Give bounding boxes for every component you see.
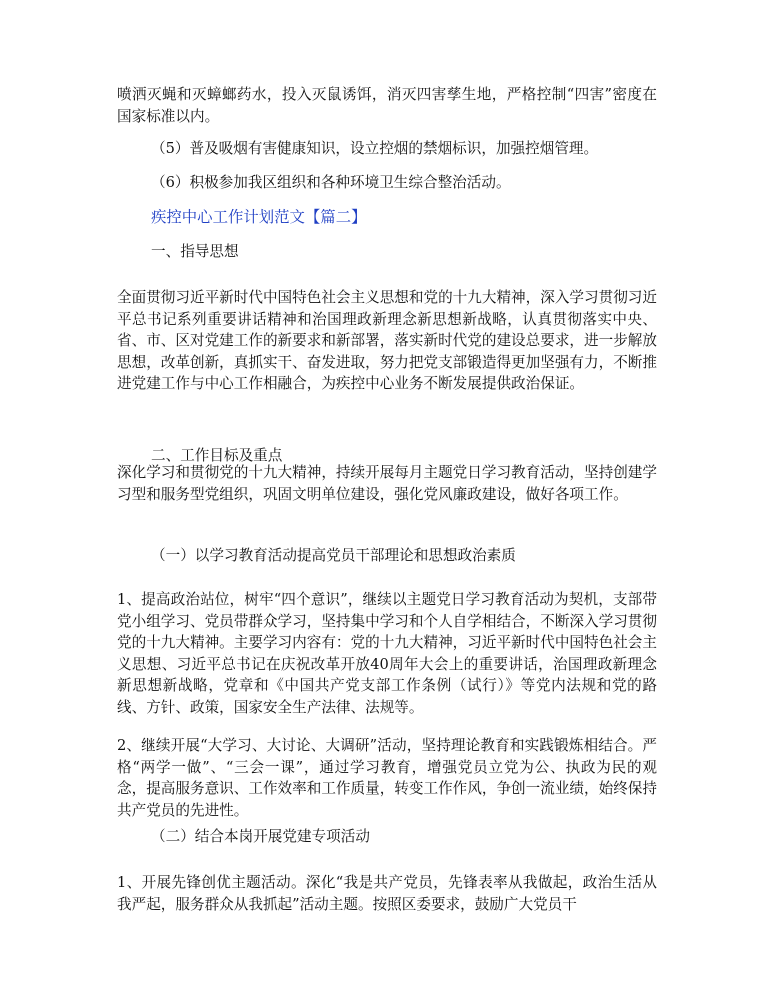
- subheading-party-building-activities: （二）结合本岗开展党建专项活动: [151, 828, 370, 845]
- paragraph-pest-control-tail: 喷洒灭蝇和灭蟑螂药水，投入灭鼠诱饵，消灭四害孳生地，严格控制“四害”密度在国家标准以内。: [117, 86, 657, 125]
- heading-guiding-ideology: 一、指导思想: [151, 243, 239, 260]
- paragraph-goals: 深化学习和贯彻党的十九大精神，持续开展每月主题党日学习教育活动，坚持创建学习型和服务型党组织，巩固文明单位建设，强化党风廉政建设，做好各项工作。: [117, 464, 657, 503]
- paragraph-guiding-ideology: 全面贯彻习近平新时代中国特色社会主义思想和党的十九大精神，深入学习贯彻习近平总书记系列重要讲话精神和治国理政新理念新思想新战略，认真贯彻落实中央、省、市、区对党建工作的新要求和新部署，落实新时代党的建设总要求，进一步解放思想，改革创新，真抓实干、奋发进取，努力把党支部锻造得更加坚强有力，不断推进党建工作与中心工作相融合，为疾控中心业务不断发展提供政治保证。: [117, 289, 657, 392]
- paragraph-item-2-study-activities: 2、继续开展“大学习、大讨论、大调研”活动，坚持理论教育和实践锻炼相结合。严格“两学一做”、“三会一课”，通过学习教育，增强党员立党为公、执政为民的观念，提高服务意识、工作效率和工作质量，转变工作作风，争创一流业绩，始终保持共产党员的先进性。: [117, 737, 657, 819]
- section-title-part-two: 疾控中心工作计划范文【篇二】: [151, 208, 367, 226]
- paragraph-item-1-pioneer-activity: 1、开展先锋创优主题活动。深化“我是共产党员，先锋表率从我做起，政治生活从我严起，服务群众从我抓起”活动主题。按照区委要求，鼓励广大党员干: [117, 874, 657, 913]
- heading-goals-and-priorities: 二、工作目标及重点: [151, 447, 283, 464]
- paragraph-item-1-political-stance: 1、提高政治站位，树牢“四个意识”，继续以主题党日学习教育活动为契机，支部带党小组学习、党员带群众学习，坚持集中学习和个人自学相结合，不断深入学习贯彻党的十九大精神。主要学习内容有：党的十九大精神，习近平新时代中国特色社会主义思想、习近平总书记在庆祝改革开放40周年大会上的重要讲话，治国理政新理念新思想新战略，党章和《中国共产党支部工作条例（试行）》等党内法规和党的路线、方针、政策，国家安全生产法律、法规等。: [117, 591, 657, 716]
- item-6-sanitation: （6）积极参加我区组织和各种环境卫生综合整治活动。: [151, 174, 511, 191]
- subheading-study-education: （一）以学习教育活动提高党员干部理论和思想政治素质: [151, 547, 516, 564]
- item-5-smoking-control: （5）普及吸烟有害健康知识，设立控烟的禁烟标识，加强控烟管理。: [151, 140, 599, 157]
